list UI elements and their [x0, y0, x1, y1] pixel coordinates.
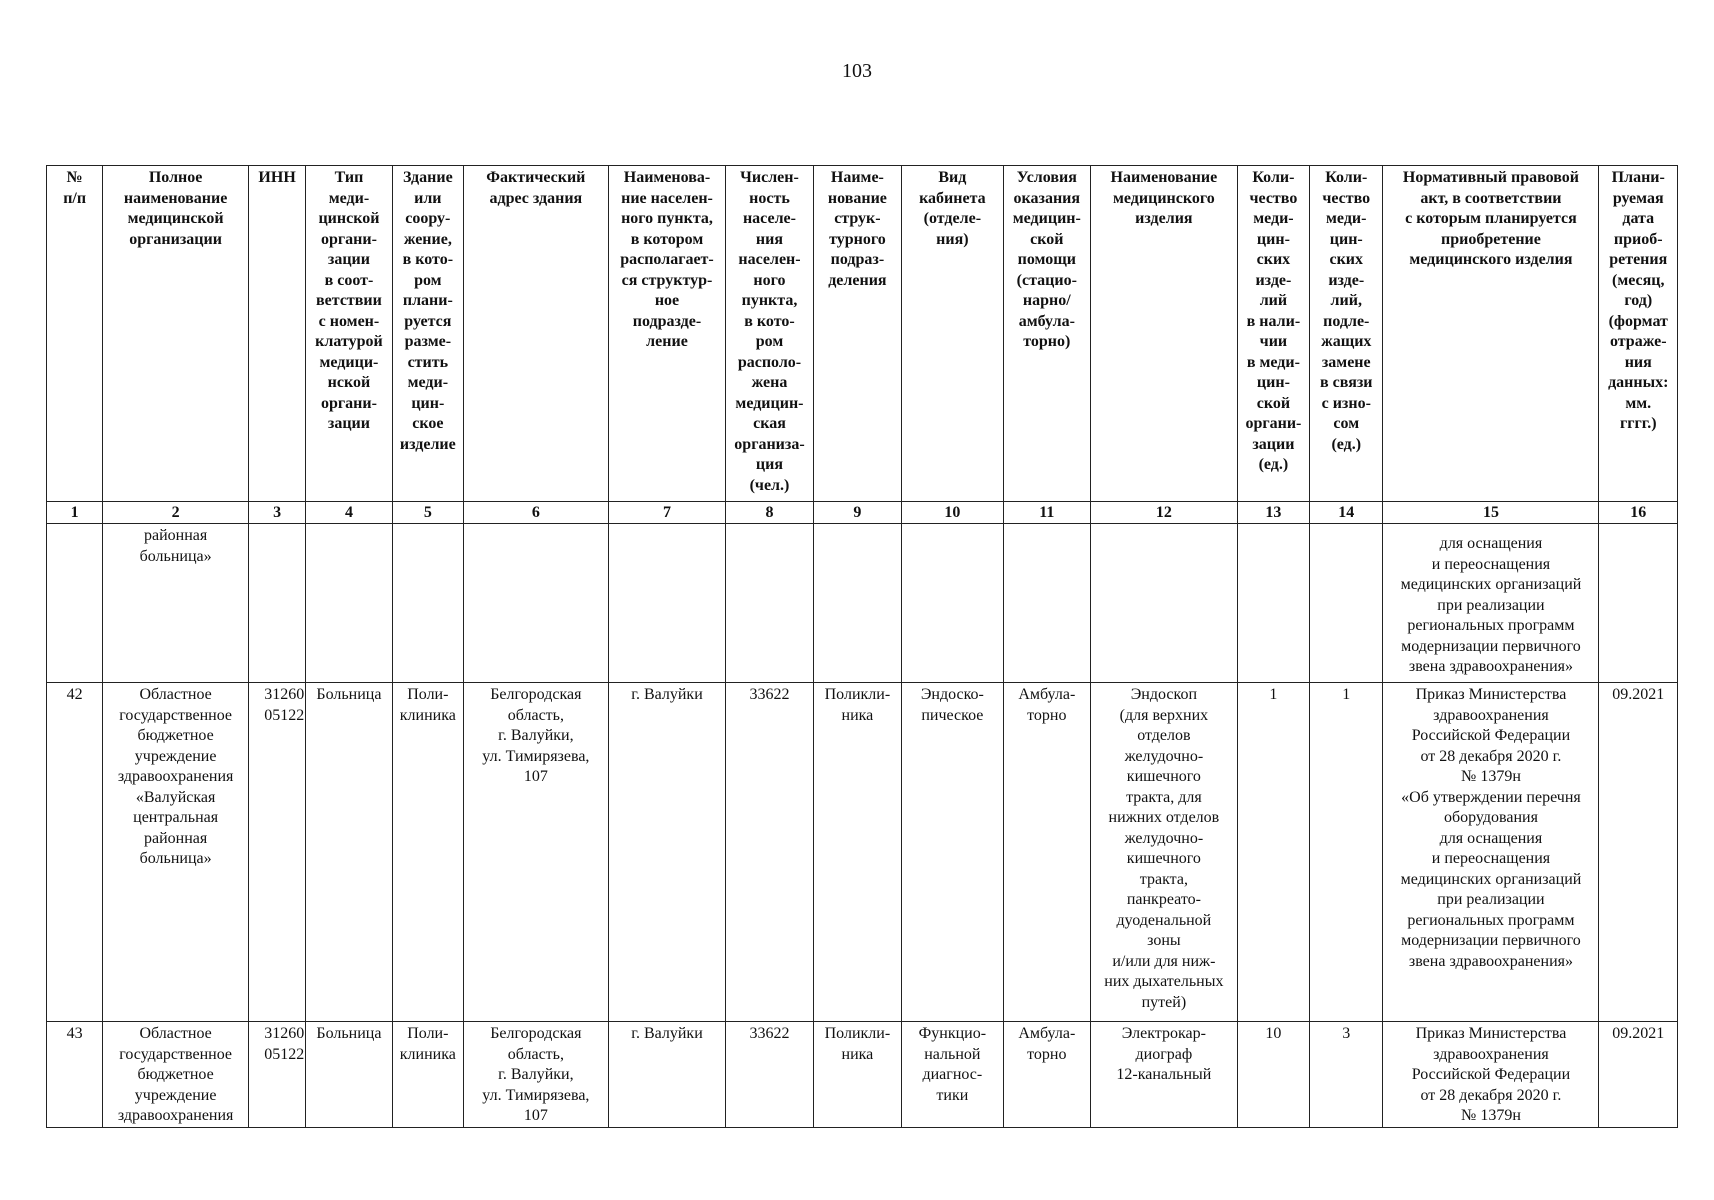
cell-org-name: районная больница» [103, 524, 249, 683]
cell-division: Поликли- ника [813, 1022, 901, 1128]
cell-population: 33622 [726, 683, 813, 1022]
header-cell-inn: ИНН [248, 166, 305, 502]
cell-building [392, 524, 463, 683]
cell-num: 42 [47, 683, 103, 1022]
header-cell-date: Плани- руемая дата приоб- ретения (месяц, год) (формат отраже- ния данных: мм. гггг.) [1599, 166, 1678, 502]
cell-available [1237, 524, 1309, 683]
header-cell-division: Наиме- нование струк- турного подраз- деления [813, 166, 901, 502]
cell-org-type: Больница [306, 683, 392, 1022]
cell-building: Поли- клиника [392, 683, 463, 1022]
cell-address [464, 524, 609, 683]
cell-num: 43 [47, 1022, 103, 1128]
header-cell-org-name: Полное наименование медицинской организации [103, 166, 249, 502]
cell-cabinet: Эндоско- пическое [902, 683, 1003, 1022]
cell-org-name: Областное государственное бюджетное учреждение здравоохранения «Валуйская центральная районная больница» [103, 683, 249, 1022]
cell-settlement: г. Валуйки [608, 1022, 726, 1128]
cell-replace: 3 [1310, 1022, 1383, 1128]
column-number: 8 [726, 502, 813, 524]
cell-date: 09.2021 [1599, 1022, 1678, 1128]
header-cell-device: Наименование медицинского изделия [1091, 166, 1238, 502]
column-number: 10 [902, 502, 1003, 524]
column-number: 6 [464, 502, 609, 524]
cell-settlement [608, 524, 726, 683]
column-number-row [47, 502, 1678, 524]
header-cell-conditions: Условия оказания медицин- ской помощи (стацио- нарно/ амбула- торно) [1003, 166, 1090, 502]
cell-device: Электрокар- диограф 12-канальный [1091, 1022, 1238, 1128]
header-cell-address: Фактический адрес здания [464, 166, 609, 502]
cell-legal-act: Приказ Министерства здравоохранения Российской Федерации от 28 декабря 2020 г. № 1379н [1383, 1022, 1599, 1128]
cell-device [1091, 524, 1238, 683]
cell-org-type [306, 524, 392, 683]
column-number: 15 [1383, 502, 1599, 524]
column-number: 12 [1091, 502, 1238, 524]
column-number: 16 [1599, 502, 1678, 524]
cell-date: 09.2021 [1599, 683, 1678, 1022]
cell-available: 10 [1237, 1022, 1309, 1128]
cell-org-name: Областное государственное бюджетное учреждение здравоохранения [103, 1022, 249, 1128]
cell-address: Белгородская область, г. Валуйки, ул. Тимирязева, 107 [464, 1022, 609, 1128]
column-number: 14 [1310, 502, 1383, 524]
cell-num [47, 524, 103, 683]
cell-division: Поликли- ника [813, 683, 901, 1022]
cell-inn: 31260 05122 [248, 1022, 305, 1128]
cell-legal-act: для оснащения и переоснащения медицинских организаций при реализации региональных программ модернизации первичного звена здравоохранения» [1383, 524, 1599, 683]
cell-inn [248, 524, 305, 683]
cell-legal-act: Приказ Министерства здравоохранения Российской Федерации от 28 декабря 2020 г. № 1379н «Об утверждении перечня оборудования для оснащения и переоснащения медицинских организаций при реализации региональных программ модернизации первичного звена здравоохранения» [1383, 683, 1599, 1022]
header-cell-cabinet: Вид кабинета (отделе- ния) [902, 166, 1003, 502]
column-number: 2 [103, 502, 249, 524]
header-cell-num: № п/п [47, 166, 103, 502]
cell-conditions: Амбула- торно [1003, 683, 1090, 1022]
column-number: 3 [248, 502, 305, 524]
cell-available: 1 [1237, 683, 1309, 1022]
cell-cabinet [902, 524, 1003, 683]
header-cell-building: Здание или соору- жение, в кото- ром плани- руется разме- стить меди- цин- ское изделие [392, 166, 463, 502]
column-number: 9 [813, 502, 901, 524]
column-number: 13 [1237, 502, 1309, 524]
header-row [47, 166, 1678, 502]
header-cell-population: Числен- ность населе- ния населен- ного пункта, в кото- ром располо- жена медицин- ская организа- ция (чел.) [726, 166, 813, 502]
table-row [47, 683, 1678, 1022]
header-cell-settlement: Наименова- ние населен- ного пункта, в котором располагает- ся структур- ное подразде- ление [608, 166, 726, 502]
table-row [47, 1022, 1678, 1128]
header-cell-org-type: Тип меди- цинской органи- зации в соот- ветствии с номен- клатурой медици- нской органи- зации [306, 166, 392, 502]
column-number: 7 [608, 502, 726, 524]
cell-inn: 31260 05122 [248, 683, 305, 1022]
cell-building: Поли- клиника [392, 1022, 463, 1128]
cell-settlement: г. Валуйки [608, 683, 726, 1022]
continuation-row [47, 524, 1678, 683]
cell-org-type: Больница [306, 1022, 392, 1128]
header-cell-legal-act: Нормативный правовой акт, в соответствии с которым планируется приобретение медицинского изделия [1383, 166, 1599, 502]
column-number: 4 [306, 502, 392, 524]
cell-device: Эндоскоп (для верхних отделов желудочно- кишечного тракта, для нижних отделов желудочно- кишечного тракта, панкреато- дуоденальной зоны и/или для ниж- них дыхательных путей) [1091, 683, 1238, 1022]
cell-division [813, 524, 901, 683]
equipment-registry-table [46, 165, 1678, 1128]
header-cell-available: Коли- чество меди- цин- ских изде- лий в нали- чии в меди- цин- ской органи- зации (ед.) [1237, 166, 1309, 502]
cell-cabinet: Функцио- нальной диагнос- тики [902, 1022, 1003, 1128]
cell-replace [1310, 524, 1383, 683]
cell-address: Белгородская область, г. Валуйки, ул. Тимирязева, 107 [464, 683, 609, 1022]
column-number: 5 [392, 502, 463, 524]
cell-conditions: Амбула- торно [1003, 1022, 1090, 1128]
column-number: 11 [1003, 502, 1090, 524]
column-number: 1 [47, 502, 103, 524]
cell-population: 33622 [726, 1022, 813, 1128]
cell-replace: 1 [1310, 683, 1383, 1022]
cell-date [1599, 524, 1678, 683]
header-cell-replace: Коли- чество меди- цин- ских изде- лий, подле- жащих замене в связи с изно- сом (ед.) [1310, 166, 1383, 502]
cell-conditions [1003, 524, 1090, 683]
page-number: 103 [842, 60, 872, 82]
cell-population [726, 524, 813, 683]
